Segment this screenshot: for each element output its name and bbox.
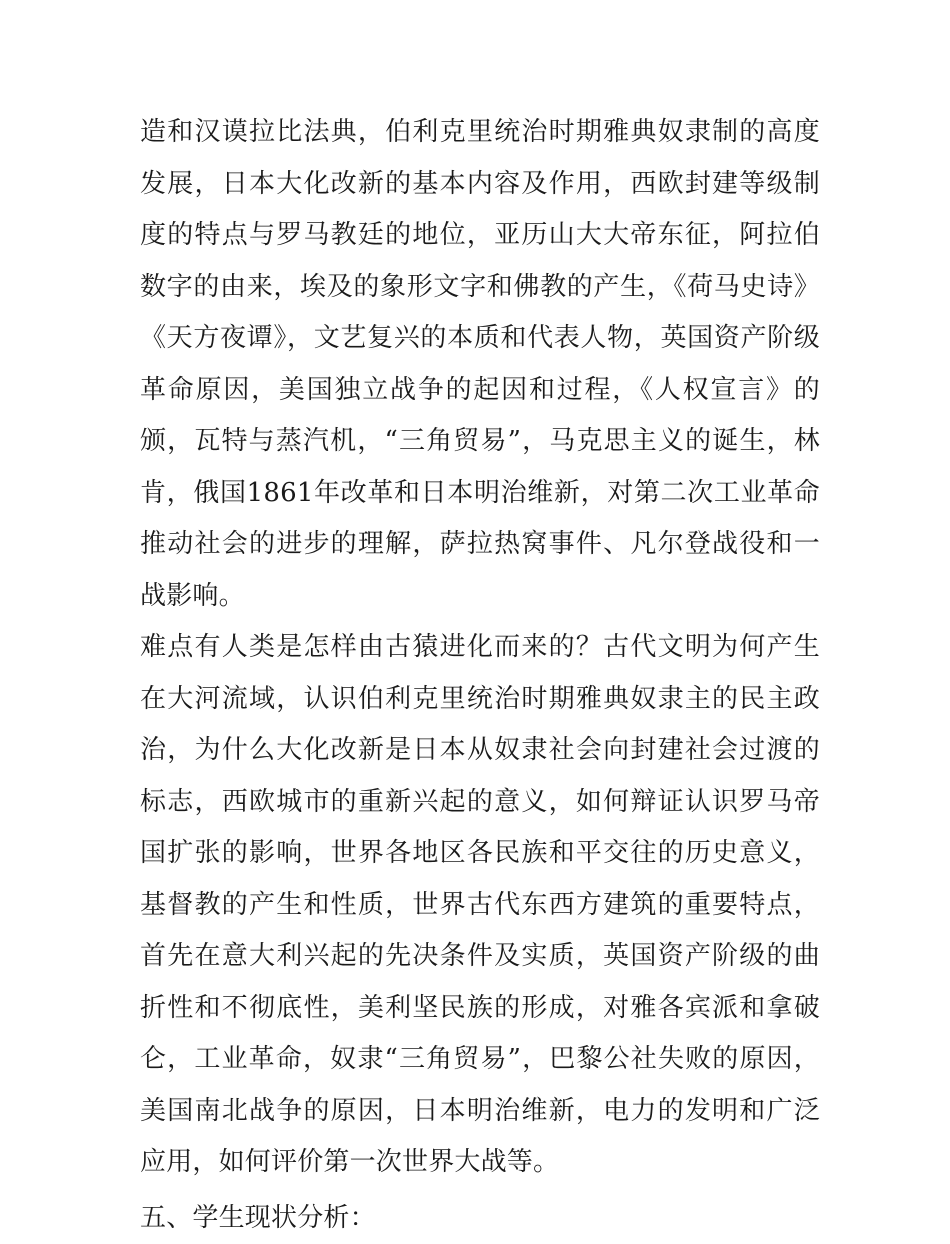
body-text — [140, 107, 820, 1244]
section-heading-student-analysis: 五、学生现状分析： — [140, 1193, 820, 1244]
paragraph-important-points: 造和汉谟拉比法典，伯利克里统治时期雅典奴隶制的高度发展，日本大化改新的基本内容及作用，西欧封建等级制度的特点与罗马教廷的地位，亚历山大大帝东征，阿拉伯数字的由来，埃及的象形文字和佛教的产生，《荷马史诗》《天方夜谭》，文艺复兴的本质和代表人物，英国资产阶级革命原因，美国独立战争的起因和过程，《人权宣言》的颁，瓦特与蒸汽机，“三角贸易”，马克思主义的诞生，林肯，俄国1861年改革和日本明治维新，对第二次工业革命推动社会的进步的理解，萨拉热窝事件、凡尔登战役和一战影响。 — [140, 107, 820, 622]
paragraph-difficult-points: 难点有人类是怎样由古猿进化而来的？古代文明为何产生在大河流域，认识伯利克里统治时期雅典奴隶主的民主政治，为什么大化改新是日本从奴隶社会向封建社会过渡的标志，西欧城市的重新兴起的意义，如何辩证认识罗马帝国扩张的影响，世界各地区各民族和平交往的历史意义，基督教的产生和性质，世界古代东西方建筑的重要特点，首先在意大利兴起的先决条件及实质，英国资产阶级的曲折性和不彻底性，美利坚民族的形成，对雅各宾派和拿破仑，工业革命，奴隶“三角贸易”，巴黎公社失败的原因，美国南北战争的原因，日本明治维新，电力的发明和广泛应用，如何评价第一次世界大战等。 — [140, 622, 820, 1189]
